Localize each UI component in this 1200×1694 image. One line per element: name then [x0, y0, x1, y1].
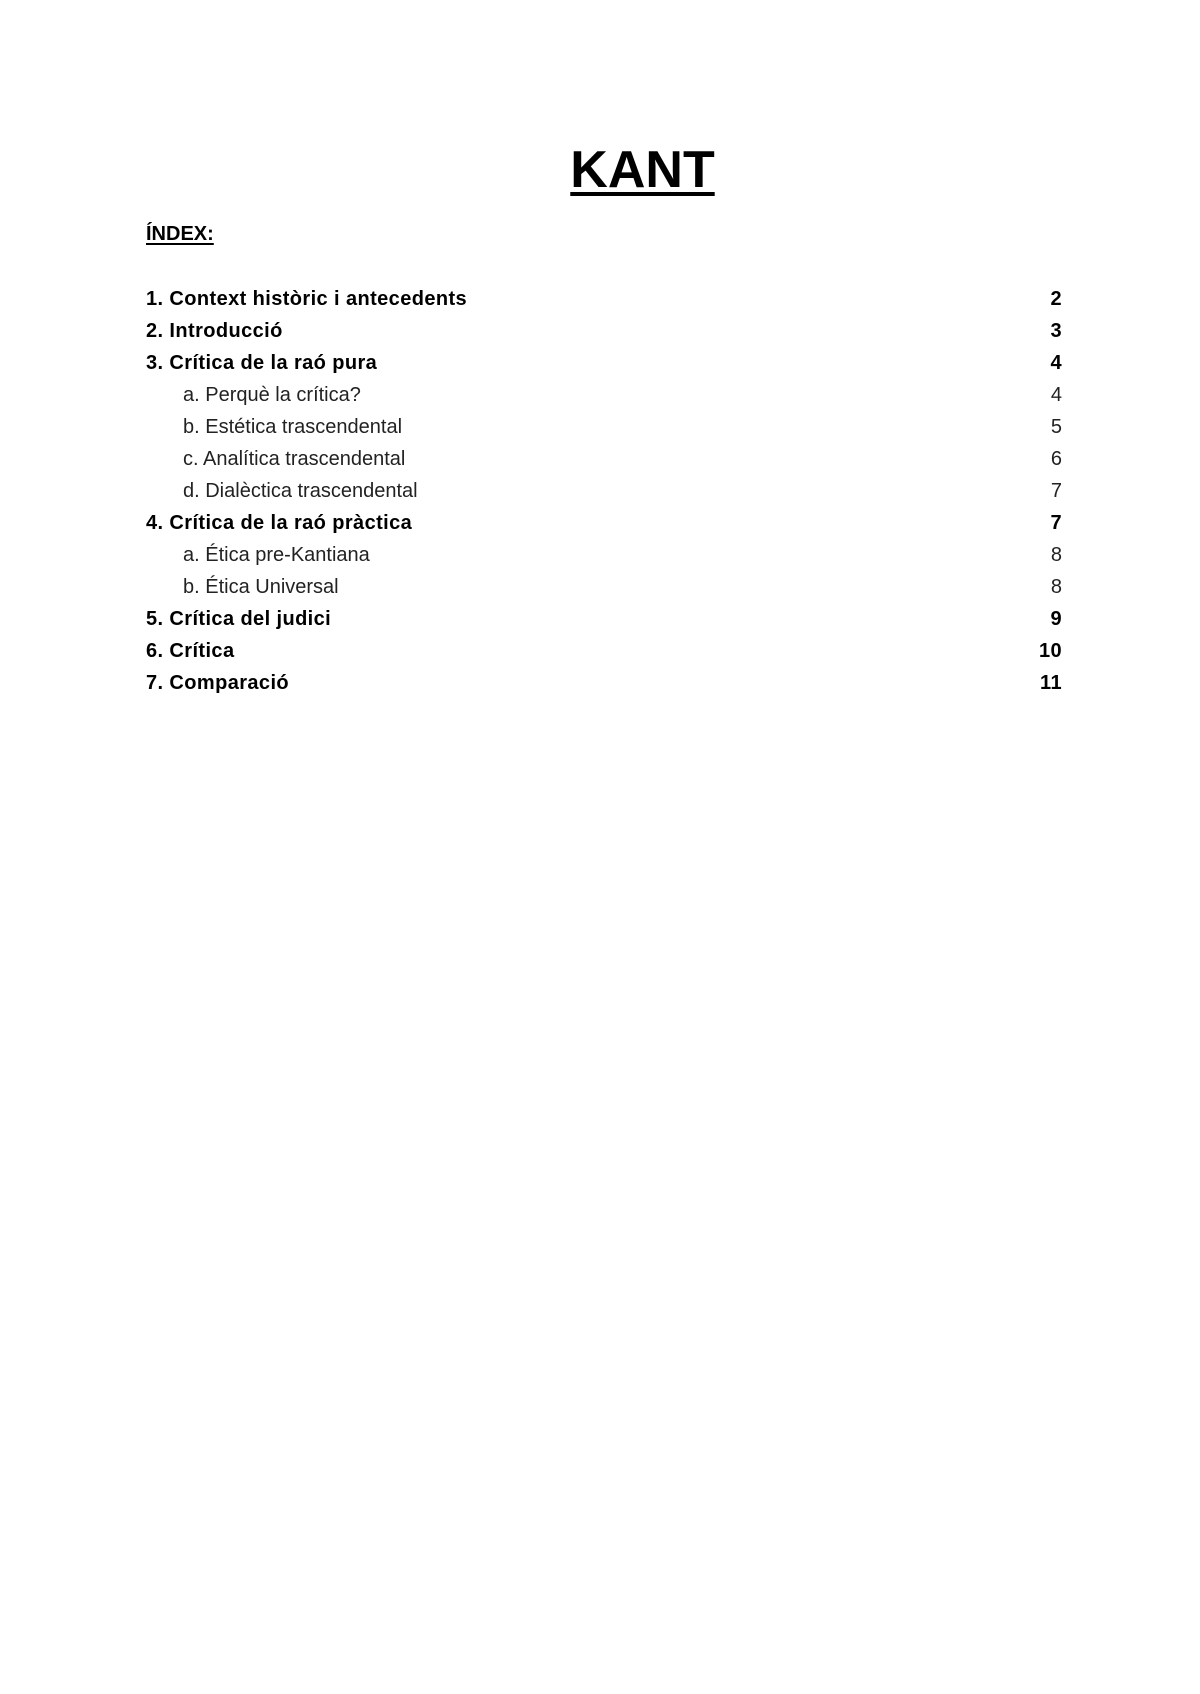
toc-subentry-3d	[146, 478, 1062, 510]
document-title: KANT	[570, 141, 715, 199]
toc-subentry-3b	[146, 414, 1062, 446]
toc-entry-page: 9	[1050, 608, 1062, 630]
toc-entry-label: c. Analítica trascendental	[183, 448, 406, 470]
toc-entry-label: a. Ética pre-Kantiana	[183, 544, 370, 566]
toc-entry-page: 7	[1050, 480, 1062, 502]
toc-entry-label: b. Estética trascendental	[183, 416, 403, 438]
toc-entry-page: 4	[1050, 384, 1062, 406]
toc-entry-1	[146, 286, 1062, 318]
toc-entry-label: b. Ética Universal	[183, 576, 339, 598]
toc-entry-page: 11	[1040, 672, 1062, 694]
toc-entry-page: 3	[1050, 320, 1062, 342]
toc-entry-label: 3. Crítica de la raó pura	[146, 352, 378, 374]
toc-entry-page: 8	[1050, 544, 1062, 566]
toc-entry-2	[146, 318, 1062, 350]
index-heading: ÍNDEX:	[146, 223, 214, 245]
toc-entry-page: 10	[1038, 640, 1062, 662]
toc-entry-label: 7. Comparació	[146, 672, 290, 694]
toc-subentry-4a	[146, 542, 1062, 574]
toc-entry-label: 5. Crítica del judici	[146, 608, 332, 630]
toc-entry-label: 2. Introducció	[146, 320, 283, 342]
toc-entry-page: 5	[1050, 416, 1062, 438]
toc-entry-label: a. Perquè la crítica?	[183, 384, 361, 406]
toc-entry-6	[146, 638, 1062, 670]
toc-entry-page: 4	[1050, 352, 1062, 374]
toc-entry-5	[146, 606, 1062, 638]
toc-entry-3	[146, 350, 1062, 382]
toc-entry-label: d. Dialèctica trascendental	[183, 480, 418, 502]
toc-subentry-3c	[146, 446, 1062, 478]
toc-entry-label: 4. Crítica de la raó pràctica	[146, 512, 413, 534]
toc-entry-page: 2	[1050, 288, 1062, 310]
toc-entry-page: 7	[1050, 512, 1062, 534]
toc-entry-label: 1. Context històric i antecedents	[146, 288, 468, 310]
toc-entry-label: 6. Crítica	[146, 640, 235, 662]
toc-entry-page: 8	[1050, 576, 1062, 598]
toc-subentry-4b	[146, 574, 1062, 606]
toc-entry-7	[146, 670, 1062, 702]
toc-entry-page: 6	[1050, 448, 1062, 470]
toc-subentry-3a	[146, 382, 1062, 414]
table-of-contents	[146, 286, 1062, 702]
toc-entry-4	[146, 510, 1062, 542]
